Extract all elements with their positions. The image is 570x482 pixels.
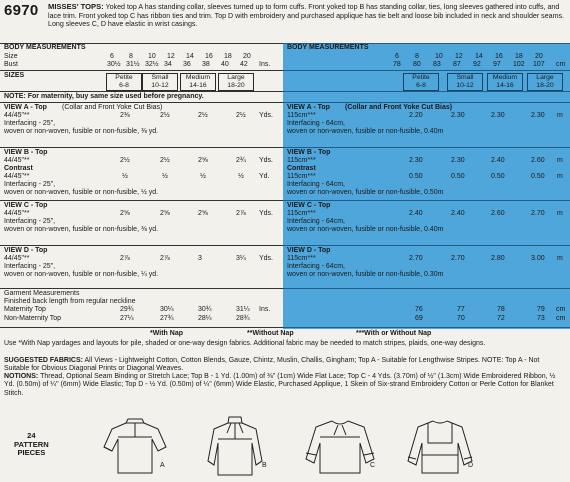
metric-interfacing-detail: woven or non-woven, fusible or non-fusible, 0.40m — [287, 128, 444, 135]
interfacing-label: Interfacing - 25", — [4, 181, 56, 188]
notions-label: NOTIONS: — [4, 373, 39, 380]
metric-bust-value: 87 — [453, 61, 461, 68]
pattern-pieces-label1: PATTERN — [14, 439, 49, 449]
metric-yardage-value: 2.30 — [409, 157, 423, 164]
garment-measurements-label: Garment Measurements — [4, 290, 80, 297]
top-a-sketch — [100, 413, 170, 479]
bust-value: 31½ — [126, 61, 140, 68]
yardage-value: 3 — [198, 255, 202, 262]
imperial-body-measurements-label: BODY MEASUREMENTS — [4, 44, 86, 51]
metric-interfacing-detail: woven or non-woven, fusible or non-fusible, 0.50m — [287, 189, 444, 196]
top-d-sketch — [400, 413, 480, 479]
view-title: VIEW D - Top — [4, 247, 48, 254]
top-b-sketch — [200, 413, 270, 479]
garment-measurements-sublabel: Finished back length from regular neckline — [4, 298, 136, 305]
metric-garment-value: 79 — [537, 306, 545, 313]
metric-yardage-value: 2.60 — [531, 157, 545, 164]
metric-size-group — [447, 73, 483, 91]
size-value: 16 — [205, 53, 213, 60]
imperial-bust-unit: Ins. — [259, 61, 271, 68]
bust-value: 40 — [221, 61, 229, 68]
without-nap-legend: **Without Nap — [247, 330, 294, 337]
garment-value: 30¼ — [160, 306, 174, 313]
metric-bust-value: 102 — [513, 61, 525, 68]
yardage-value: 3¼ — [236, 255, 246, 262]
metric-garment-value: 78 — [497, 306, 505, 313]
interfacing-detail: woven or non-woven, fusible or non-fusible, ⅜ yd. — [4, 128, 159, 135]
yardage-value: 2⅝ — [198, 210, 208, 217]
metric-fabric-width: 115cm*** — [287, 112, 316, 119]
metric-size-value: 16 — [495, 53, 503, 60]
metric-yardage-value: 2.70 — [409, 255, 423, 262]
metric-yardage-value: 2.20 — [409, 112, 423, 119]
metric-bust-value: 80 — [413, 61, 421, 68]
garment-unit: Ins. — [259, 306, 271, 313]
metric-size-group-name: Petite — [412, 74, 430, 81]
metric-size-group-range: 6-8 — [416, 82, 426, 89]
with-nap-legend: *With Nap — [150, 330, 183, 337]
suggested-fabrics-text: All Views - Lightweight Cotton, Cotton Blends, Gauze, Chintz, Muslin, Challis, Gingham; Top A - Suitable for Lengthwise Stripes. — [84, 357, 480, 364]
metric-bust-value: 83 — [433, 61, 441, 68]
metric-view-title: VIEW D - Top — [287, 247, 331, 254]
bust-value: 38 — [202, 61, 210, 68]
interfacing-label: Interfacing - 25", — [4, 120, 56, 127]
metric-contrast-value: 0.50 — [451, 173, 465, 180]
metric-garment-value: 72 — [497, 315, 505, 322]
yardage-value: 2⅞ — [160, 255, 170, 262]
metric-contrast-fabric-width: 115cm*** — [287, 173, 316, 180]
pattern-number: 6970 — [4, 2, 39, 19]
yardage-unit: Yds. — [259, 157, 274, 164]
size-value: 20 — [243, 53, 251, 60]
pattern-pieces-count: 24 — [27, 431, 36, 440]
metric-yardage-value: 2.40 — [491, 157, 505, 164]
interfacing-detail: woven or non-woven, fusible or non-fusible, ¼ yd. — [4, 271, 159, 278]
notions — [4, 373, 564, 398]
pattern-pieces-label2: PIECES — [17, 448, 46, 457]
view-fabric-width: 44/45"** — [4, 157, 30, 164]
metric-size-value: 12 — [455, 53, 463, 60]
size-group — [180, 73, 216, 91]
metric-contrast-unit: m — [557, 173, 563, 180]
garment-value: 30¾ — [198, 306, 212, 313]
metric-panel — [283, 43, 570, 329]
suggested-fabrics — [4, 357, 564, 374]
garment-value: 31¼ — [236, 306, 250, 313]
garment-value: 28¾ — [236, 315, 250, 322]
figure-label-d: D — [468, 462, 474, 469]
view-title: VIEW B - Top — [4, 149, 48, 156]
metric-size-group-name: Small — [456, 74, 474, 81]
size-group-name: Small — [151, 74, 169, 81]
metric-interfacing-label: Interfacing - 64cm, — [287, 181, 345, 188]
size-group — [218, 73, 254, 91]
metric-size-value: 10 — [435, 53, 443, 60]
metric-interfacing-label: Interfacing - 64cm, — [287, 120, 345, 127]
yardage-value: 2½ — [160, 157, 170, 164]
metric-view-title: VIEW B - Top — [287, 149, 331, 156]
metric-interfacing-detail: woven or non-woven, fusible or non-fusible, 0.30m — [287, 271, 444, 278]
contrast-yardage-value: ½ — [122, 173, 128, 180]
size-group-range: 10-12 — [151, 82, 169, 89]
size-group-name: Large — [227, 74, 245, 81]
metric-size-value: 6 — [395, 53, 399, 60]
metric-contrast-value: 0.50 — [409, 173, 423, 180]
bust-value: 42 — [240, 61, 248, 68]
yardage-value: 2⅞ — [236, 210, 246, 217]
header-body: Yoked top A has standing collar, sleeves turned up to form cuffs. Front yoked top B has standing collar, ties, long sleeves gathered into cuffs, and lace trim. Front yoked top C has ribbon ties and trim. Top D with embroidery and purchased applique has tie belt and loose bib included in neck and shoulder seams. Long sleeves C, D have elastic in wrist casings. — [48, 3, 565, 29]
metric-contrast-value: 0.50 — [491, 173, 505, 180]
metric-bust-value: 107 — [533, 61, 545, 68]
nap-usage-note: Use *With Nap yardages and layouts for pile, shaded or one-way design fabrics. Additional fabric may be needed to match stripes, plaids, one-way designs. — [4, 340, 486, 347]
size-group — [106, 73, 142, 91]
metric-size-group-range: 14-16 — [496, 82, 514, 89]
garment-value: 29¾ — [120, 306, 134, 313]
bust-label: Bust — [4, 61, 19, 68]
yardage-value: 2½ — [160, 112, 170, 119]
size-group-name: Petite — [115, 74, 133, 81]
yardage-value: 2⅞ — [120, 255, 130, 262]
metric-yardage-value: 3.00 — [531, 255, 545, 262]
size-group — [142, 73, 178, 91]
yardage-value: 2½ — [236, 112, 246, 119]
maternity-note: NOTE: For maternity, buy same size used before pregnancy. — [4, 93, 204, 100]
suggested-fabrics-label: SUGGESTED FABRICS: — [4, 357, 83, 364]
yardage-value: 2¾ — [236, 157, 246, 164]
metric-interfacing-label: Interfacing - 64cm, — [287, 218, 345, 225]
metric-yardage-unit: m — [557, 157, 563, 164]
metric-size-group-name: Medium — [492, 74, 518, 81]
metric-size-value: 8 — [415, 53, 419, 60]
yardage-value: 2⅝ — [198, 157, 208, 164]
garment-value: 27¾ — [160, 315, 174, 322]
metric-yardage-value: 2.30 — [491, 112, 505, 119]
notions-text: Thread, Optional Seam Binding or Stretch Lace; Top B - 1 Yd. (1.00m) of ⅜" (1cm) Wide Flat Lace; Top C - 4 Yds. (3.70m) of ½" (1.3cm) Wide Embroidered Ribbon, ½ Yd. (0.50m) of ¼" (6mm) Wide Elastic; Top D - ½ Yd. (0.50m) of ¼" (6mm) Wide Elastic, Purchased Applique, 1 Skein of Six-strand Embroidery Cotton or Perle Cotton for Blanket Stitch. — [4, 373, 556, 397]
metric-yardage-value: 2.30 — [451, 112, 465, 119]
size-group-name: Medium — [185, 74, 211, 81]
figure-label-c: C — [370, 462, 376, 469]
size-label: Size — [4, 53, 18, 60]
metric-contrast-value: 0.50 — [531, 173, 545, 180]
figure-label-b: B — [262, 462, 267, 469]
metric-contrast-label: Contrast — [287, 165, 316, 172]
bust-value: 30½ — [107, 61, 121, 68]
size-value: 18 — [224, 53, 232, 60]
size-group-range: 18-20 — [227, 82, 245, 89]
metric-view-subtitle: (Collar and Front Yoke Cut Bias) — [345, 104, 453, 111]
metric-yardage-value: 2.70 — [451, 255, 465, 262]
metric-yardage-value: 2.80 — [491, 255, 505, 262]
contrast-yardage-value: ½ — [162, 173, 168, 180]
metric-size-value: 18 — [515, 53, 523, 60]
view-title: VIEW A - Top — [4, 104, 47, 111]
metric-garment-unit: cm — [556, 306, 566, 313]
metric-garment-value: 77 — [457, 306, 465, 313]
metric-size-group — [487, 73, 523, 91]
yardage-value: 2⅜ — [120, 112, 130, 119]
contrast-yardage-value: ½ — [200, 173, 206, 180]
metric-size-group-name: Large — [536, 74, 554, 81]
metric-size-group-range: 10-12 — [456, 82, 474, 89]
metric-yardage-unit: m — [557, 255, 563, 262]
yardage-value: 2½ — [120, 157, 130, 164]
contrast-yardage-value: ½ — [238, 173, 244, 180]
interfacing-detail: woven or non-woven, fusible or non-fusible, ½ yd. — [4, 189, 159, 196]
metric-interfacing-detail: woven or non-woven, fusible or non-fusible, 0.40m — [287, 226, 444, 233]
metric-size-value: 14 — [475, 53, 483, 60]
interfacing-label: Interfacing - 25", — [4, 263, 56, 270]
metric-view-title: VIEW C - Top — [287, 202, 331, 209]
yardage-value: 2⅝ — [120, 210, 130, 217]
size-value: 8 — [129, 53, 133, 60]
size-value: 10 — [148, 53, 156, 60]
metric-yardage-value: 2.40 — [409, 210, 423, 217]
metric-garment-unit: cm — [556, 315, 566, 322]
garment-value: 28¼ — [198, 315, 212, 322]
pattern-pieces — [14, 432, 49, 458]
metric-bust-value: 78 — [393, 61, 401, 68]
metric-yardage-value: 2.40 — [451, 210, 465, 217]
bust-value: 36 — [183, 61, 191, 68]
yardage-unit: Yds. — [259, 255, 274, 262]
garment-value: 27¼ — [120, 315, 134, 322]
suggested-fabrics-note: NOTE: Top A - Not Suitable for Obvious Diagonal Prints or Diagonal Weaves. — [4, 357, 540, 373]
metric-size-group-range: 18-20 — [536, 82, 554, 89]
metric-garment-value: 76 — [415, 306, 423, 313]
metric-size-group — [403, 73, 439, 91]
metric-bust-value: 97 — [493, 61, 501, 68]
metric-garment-value: 69 — [415, 315, 423, 322]
metric-yardage-value: 2.70 — [531, 210, 545, 217]
size-value: 12 — [167, 53, 175, 60]
metric-fabric-width: 115cm*** — [287, 255, 316, 262]
garment-row-label: Maternity Top — [4, 306, 46, 313]
metric-view-title: VIEW A - Top — [287, 104, 330, 111]
size-group-range: 6-8 — [119, 82, 129, 89]
size-value: 6 — [110, 53, 114, 60]
contrast-yardage-unit: Yd. — [259, 173, 270, 180]
with-or-without-nap-legend: ***With or Without Nap — [356, 330, 432, 337]
yardage-value: 2⅝ — [160, 210, 170, 217]
header-title: MISSES' TOPS: — [48, 2, 104, 11]
metric-size-group — [527, 73, 563, 91]
yardage-unit: Yds. — [259, 112, 274, 119]
metric-yardage-unit: m — [557, 210, 563, 217]
contrast-label: Contrast — [4, 165, 33, 172]
metric-body-measurements-label: BODY MEASUREMENTS — [287, 44, 369, 51]
metric-bust-value: 92 — [473, 61, 481, 68]
yardage-value: 2½ — [198, 112, 208, 119]
interfacing-detail: woven or non-woven, fusible or non-fusible, ⅜ yd. — [4, 226, 159, 233]
metric-bust-unit: cm — [556, 61, 566, 68]
metric-yardage-value: 2.30 — [531, 112, 545, 119]
yardage-chart — [0, 43, 570, 329]
metric-garment-value: 73 — [537, 315, 545, 322]
contrast-fabric-width: 44/45"** — [4, 173, 30, 180]
view-title: VIEW C - Top — [4, 202, 48, 209]
metric-interfacing-label: Interfacing - 64cm, — [287, 263, 345, 270]
yardage-unit: Yds. — [259, 210, 274, 217]
view-fabric-width: 44/45"** — [4, 255, 30, 262]
size-value: 14 — [186, 53, 194, 60]
metric-fabric-width: 115cm*** — [287, 210, 316, 217]
bust-value: 32½ — [145, 61, 159, 68]
view-fabric-width: 44/45"** — [4, 112, 30, 119]
metric-yardage-value: 2.60 — [491, 210, 505, 217]
garment-row-label: Non-Maternity Top — [4, 315, 62, 322]
sizes-row-label: SIZES — [4, 72, 25, 79]
metric-fabric-width: 115cm*** — [287, 157, 316, 164]
metric-yardage-unit: m — [557, 112, 563, 119]
metric-size-value: 20 — [535, 53, 543, 60]
view-fabric-width: 44/45"** — [4, 210, 30, 217]
interfacing-label: Interfacing - 25", — [4, 218, 56, 225]
view-subtitle: (Collar and Front Yoke Cut Bias) — [62, 104, 163, 111]
header — [0, 0, 570, 42]
bust-value: 34 — [164, 61, 172, 68]
header-description — [48, 3, 566, 29]
size-group-range: 14-16 — [189, 82, 207, 89]
metric-garment-value: 70 — [457, 315, 465, 322]
imperial-panel — [0, 43, 283, 329]
figure-label-a: A — [160, 462, 165, 469]
top-c-sketch — [300, 413, 380, 479]
metric-yardage-value: 2.30 — [451, 157, 465, 164]
